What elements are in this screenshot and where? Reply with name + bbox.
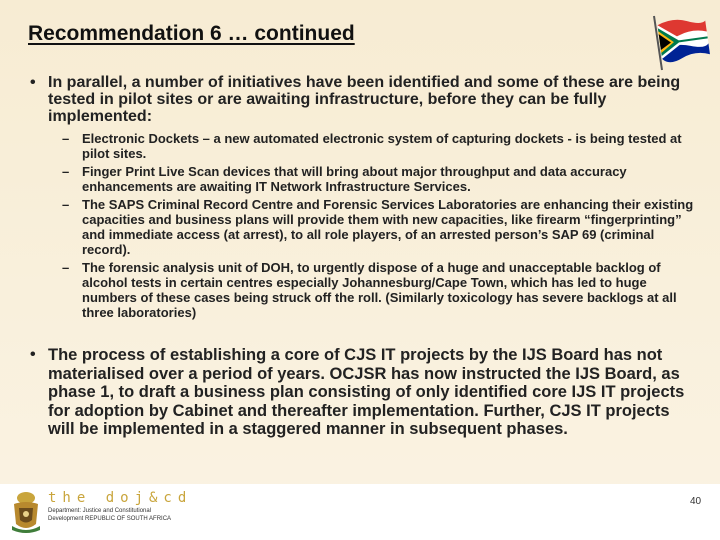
sub-item-text: Electronic Dockets – a new automated electronic system of capturing dockets - is being tested at pilot sites. (82, 131, 682, 161)
coat-of-arms-icon (8, 490, 44, 534)
south-africa-flag-icon (646, 10, 712, 72)
sub-item-list (62, 131, 702, 323)
sub-item-electronic-dockets (62, 131, 702, 161)
page-number: 40 (690, 496, 702, 507)
dash-marker: – (62, 197, 70, 212)
sub-item-text: The SAPS Criminal Record Centre and Forensic Services Laboratories are enhancing their existing capacities and business plans will provide them with new capacities, like firearm “fingerprinting” and immediate access (at arrest), to all role players, of an arrested person’s SAP 69 (criminal record). (82, 197, 694, 257)
bullet-marker: • (30, 346, 36, 363)
slide-title: Recommendation 6 … continued (28, 22, 355, 45)
dash-marker: – (62, 164, 70, 179)
dash-marker: – (62, 260, 70, 275)
bullet-marker: • (30, 74, 36, 91)
doj-logo-wordmark: the doj&cd (48, 490, 193, 506)
dash-marker: – (62, 131, 70, 146)
sub-item-finger-print (62, 164, 702, 194)
bullet-cjs-it-projects: The process of establishing a core of CJS IT projects by the IJS Board has not materialised over a period of years. OCJSR has now instructed the IJS Board, as phase 1, to draft a business plan consisting of only identified core IJS IT projects for adoption by Cabinet and thereafter implementation. Further, CJS IT projects will be implemented in a staggered manner in subsequent phases. (48, 346, 685, 438)
bullet-parallel-initiatives: In parallel, a number of initiatives have been identified and some of these are being tested in pilot sites or are awaiting infrastructure, before they can be fully implemented: (48, 74, 681, 125)
sub-item-text: Finger Print Live Scan devices that will bring about major throughput and data accuracy enhancements are awaiting IT Network Infrastructure Services. (82, 164, 627, 194)
doj-logo-subtext: Department: Justice and Constitutional Development REPUBLIC OF SOUTH AFRICA (48, 508, 172, 522)
sub-item-saps-crc (62, 197, 702, 257)
sub-item-text: The forensic analysis unit of DOH, to urgently dispose of a huge and unacceptable backlog of alcohol tests in certain centres especially Johannesburg/Cape Town, which has led to huge numbers of these cases being struck off the roll. (Similarly toxicology has severe backlogs at all three laboratories) (82, 260, 677, 320)
sub-item-forensic-doh (62, 260, 702, 320)
